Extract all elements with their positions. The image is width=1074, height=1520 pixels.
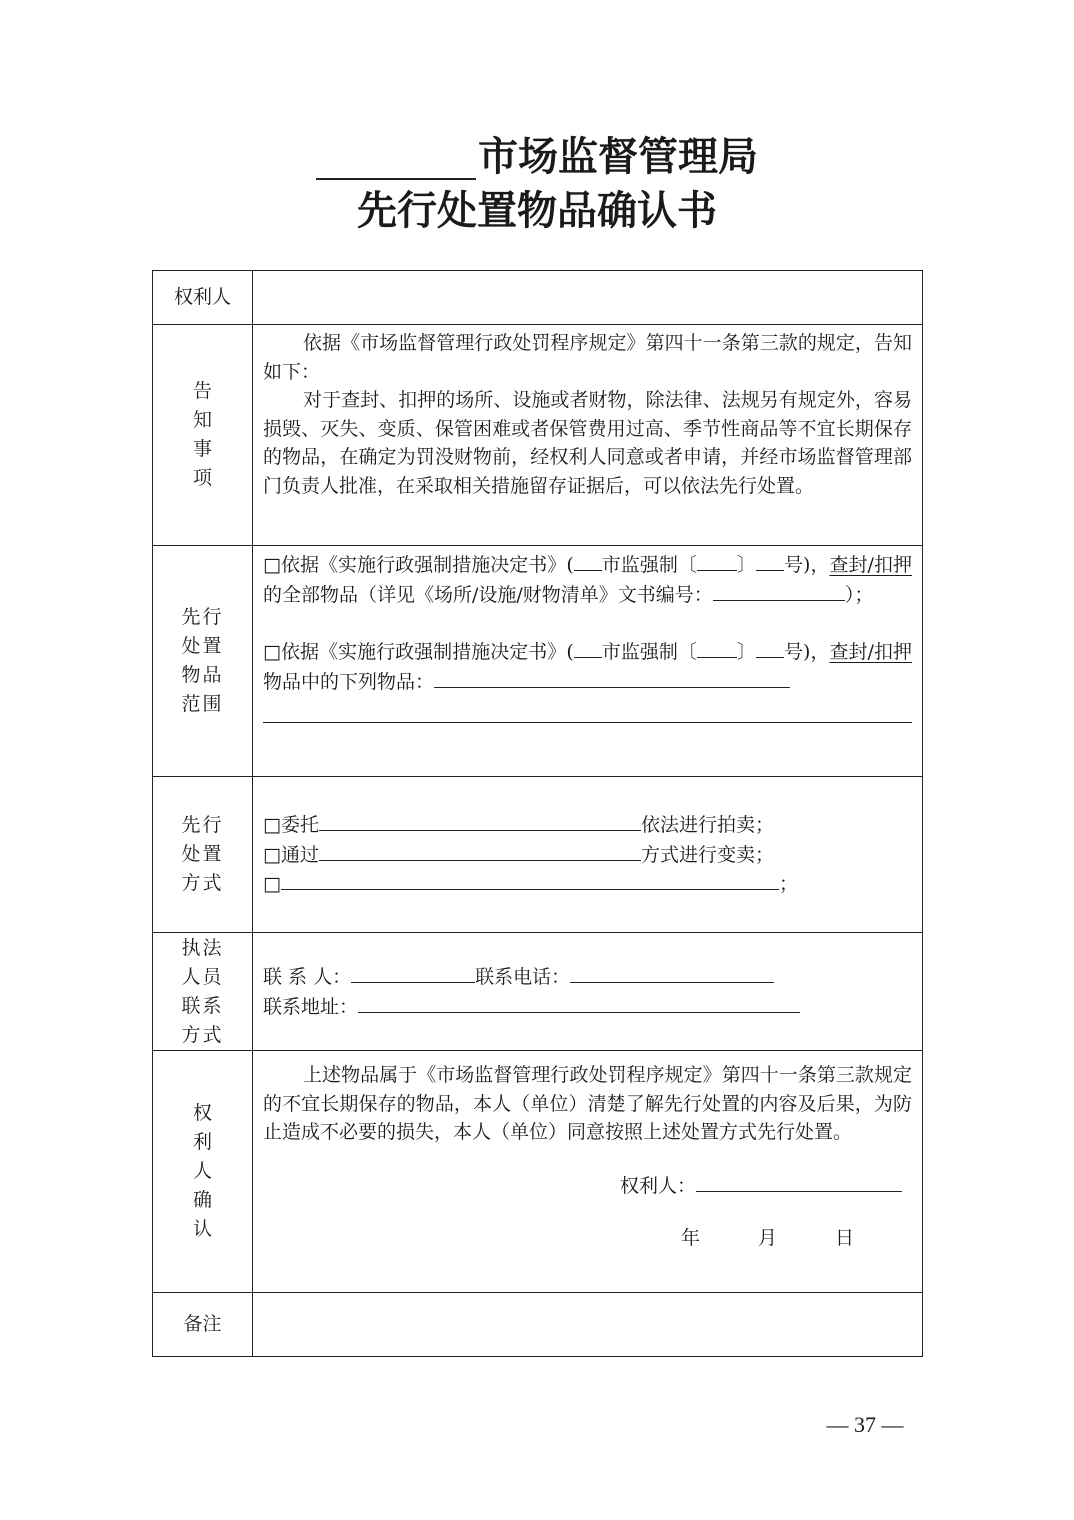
page-number: — 37 — [826,1412,904,1437]
notice-content [253,325,923,546]
signer-blank[interactable] [696,1171,902,1192]
date-line: 年 月 日 [680,1227,854,1249]
field-remarks[interactable] [253,1293,923,1357]
doc-num-blank-2[interactable] [756,637,784,658]
items-list-blank-2[interactable] [263,696,912,723]
year-num-blank-1[interactable] [697,550,737,571]
signer-line: 权利人： [263,1171,912,1201]
field-right-holder[interactable] [253,271,923,325]
label-remarks: 备注 [153,1293,253,1357]
confirm-para: 上述物品属于《市场监督管理行政处罚程序规定》第四十一条第三款规定的不宜长期保存的物品，本人（单位）清楚了解先行处置的内容及后果，为防止造成不必要的损失，本人（单位）同意按照上述处置方式先行处置。 [263,1064,912,1143]
title-line-2: 先行处置物品确认书 [357,187,717,234]
contact-person-blank[interactable] [351,962,475,983]
items-list-blank-1[interactable] [434,667,790,688]
confirmation-form-table [152,270,923,1357]
method-option-sale[interactable]: □通过 方式进行变卖； [263,840,912,870]
list-doc-num-blank[interactable] [713,580,845,601]
row-remarks [153,1293,923,1357]
contact-address-blank[interactable] [358,992,800,1013]
year-num-blank-2[interactable] [697,637,737,658]
label-notice: 告 知 事 项 [153,325,253,546]
label-scope: 先行 处置 物品 范围 [153,546,253,777]
label-confirm: 权 利 人 确 认 [153,1051,253,1293]
contact-content: 联 系 人： 联系电话： 联系地址： [253,933,923,1051]
contact-phone-blank[interactable] [570,962,774,983]
method-option-auction[interactable]: □委托 依法进行拍卖； [263,810,912,840]
scope-content [253,546,923,777]
row-scope [153,546,923,777]
year-blank-2[interactable] [574,637,602,658]
row-confirm [153,1051,923,1293]
other-method-blank[interactable] [281,869,779,890]
scope-item-2: □依据《实施行政强制措施决定书》( 市监强制〔 〕 号)，查封/扣押物品中的下列物品： [263,637,912,696]
scope-item-1: □依据《实施行政强制措施决定书》( 市监强制〔 〕 号)，查封/扣押的全部物品（详见《场所/设施/财物清单》文书编号： ）； [263,550,912,609]
row-notice [153,325,923,546]
doc-num-blank-1[interactable] [756,550,784,571]
title-line-1 [0,134,1074,180]
notice-para-2: 对于查封、扣押的场所、设施或者财物，除法律、法规另有规定外，容易损毁、灭失、变质、保管困难或者保管费用过高、季节性商品等不宜长期保存的物品，在确定为罚没财物前，经权利人同意或者申请，并经市场监督管理部门负责人批准，在采取相关措施留存证据后，可以依法先行处置。 [263,389,912,497]
label-contact: 执法 人员 联系 方式 [153,933,253,1051]
notice-para-1: 依据《市场监督管理行政处罚程序规定》第四十一条第三款的规定，告知如下： [263,332,912,383]
confirm-content [253,1051,923,1293]
title-bureau-suffix: 市场监督管理局 [478,133,758,180]
label-right-holder: 权利人 [153,271,253,325]
method-content [253,777,923,933]
row-right-holder [153,271,923,325]
label-method: 先行 处置 方式 [153,777,253,933]
year-blank-1[interactable] [574,550,602,571]
method-option-other[interactable]: □ ； [263,869,912,899]
row-contact [153,933,923,1051]
row-method [153,777,923,933]
sale-method-blank[interactable] [319,840,641,861]
bureau-name-blank[interactable] [316,140,476,180]
auction-agent-blank[interactable] [319,810,641,831]
